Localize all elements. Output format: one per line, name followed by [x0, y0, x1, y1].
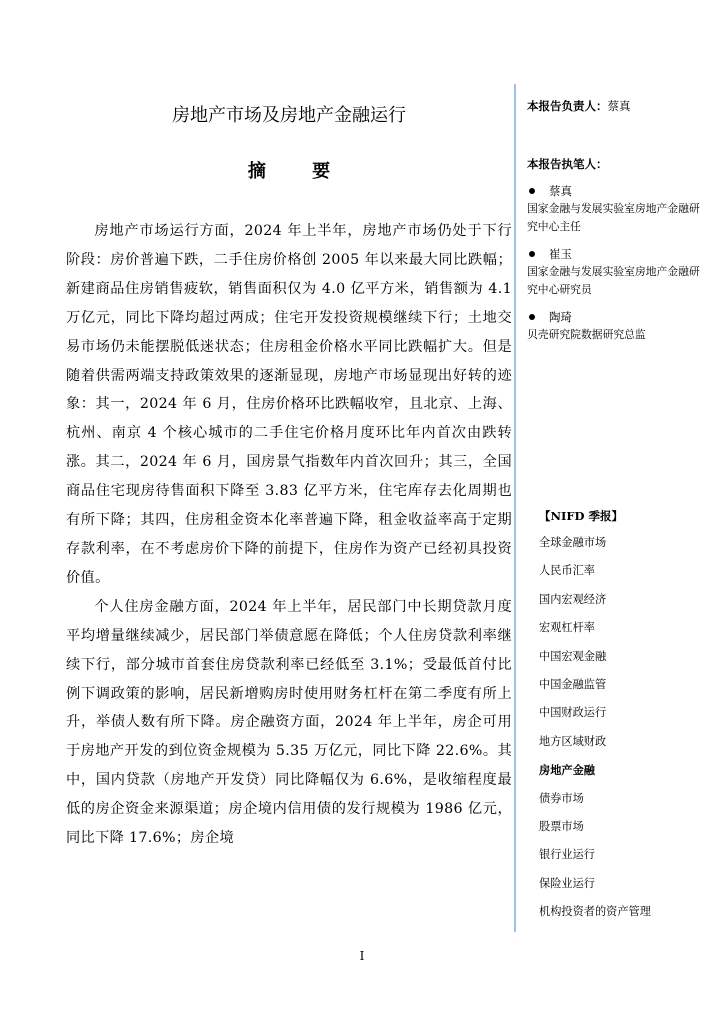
series-item: 地方区域财政	[539, 734, 607, 748]
document-title: 房地产市场及房地产金融运行	[172, 105, 406, 126]
author-role: 国家金融与发展实验室房地产金融研究中心主任	[527, 202, 700, 233]
author-name: 陶琦	[549, 310, 572, 324]
series-list	[539, 535, 651, 932]
series-item: 债券市场	[539, 791, 584, 805]
author-role: 国家金融与发展实验室房地产金融研究中心研究员	[527, 265, 700, 296]
author-entry	[527, 245, 707, 299]
abstract-body	[66, 217, 512, 853]
series-item: 人民币汇率	[539, 564, 595, 578]
series-item: 房地产金融	[539, 763, 595, 778]
series-item: 保险业运行	[539, 876, 595, 890]
author-list	[527, 182, 707, 353]
series-item: 中国金融监管	[539, 677, 607, 691]
series-item: 宏观杠杆率	[539, 621, 595, 635]
report-lead-label: 本报告负责人：	[527, 99, 608, 113]
author-name: 蔡真	[549, 184, 572, 198]
series-item: 股票市场	[539, 819, 584, 833]
page-number: I	[359, 949, 365, 963]
series-item: 国内宏观经济	[539, 592, 607, 606]
author-name: 崔玉	[549, 247, 572, 261]
author-role: 贝壳研究院数据研究总监	[527, 328, 646, 341]
abstract-heading: 摘 要	[247, 161, 351, 182]
series-title: 【NIFD 季报】	[539, 509, 624, 523]
author-entry	[527, 182, 707, 236]
report-lead-name: 蔡真	[607, 99, 631, 113]
bullet-icon	[529, 188, 535, 194]
series-item: 机构投资者的资产管理	[539, 905, 651, 919]
column-divider	[514, 84, 516, 932]
paragraph-housing-market: 房地产市场运行方面，2024 年上半年，房地产市场仍处于下行阶段：房价普遍下跌，二手住房价格创 2005 年以来最大同比跌幅；新建商品住房销售疲软，销售面积仅为 4.0 亿平方米，销售额为 4.1 万亿元，同比下降均超过两成；住宅开发投资规模继续下行；土地交易市场仍未能摆脱低迷状态；住房租金价格水平同比跌幅扩大。但是随着供需两端支持政策效果的逐渐显现，房地产市场显现出好转的迹象：其一，2024 年 6 月，住房价格环比跌幅收窄，且北京、上海、杭州、南京 4 个核心城市的二手住宅价格月度环比年内首次由跌转涨。其二，2024 年 6 月，国房景气指数年内首次回升；其三，全国商品住宅现房待售面积下降至 3.83 亿平方米，住宅库存去化周期也有所下降；其四，住房租金资本化率普遍下降，租金收益率高于定期存款利率，在不考虑房价下降的前提下，住房作为资产已经初具投资价值。	[66, 223, 512, 586]
series-item: 银行业运行	[539, 848, 595, 862]
bullet-icon	[529, 314, 535, 320]
series-item: 中国财政运行	[539, 706, 607, 720]
bullet-icon	[529, 251, 535, 257]
report-lead	[527, 98, 631, 114]
series-item: 全球金融市场	[539, 536, 607, 549]
writers-label: 本报告执笔人：	[527, 157, 608, 171]
paragraph-housing-finance: 个人住房金融方面，2024 年上半年，居民部门中长期贷款月度平均增量继续减少，居民部门举债意愿在降低；个人住房贷款利率继续下行，部分城市首套住房贷款利率已经低至 3.1%；受最低首付比例下调政策的影响，居民新增购房时使用财务杠杆在第二季度有所上升，举债人数有所下降。房企融资方面，2024 年上半年，房企可用于房地产开发的到位资金规模为 5.35 万亿元，同比下降 22.6%。其中，国内贷款（房地产开发贷）同比降幅仅为 6.6%，是收缩程度最低的房企资金来源渠道；房企境内信用债的发行规模为 1986 亿元，同比下降 17.6%；房企境	[66, 598, 512, 847]
author-entry	[527, 308, 707, 344]
series-item: 中国宏观金融	[539, 649, 607, 663]
